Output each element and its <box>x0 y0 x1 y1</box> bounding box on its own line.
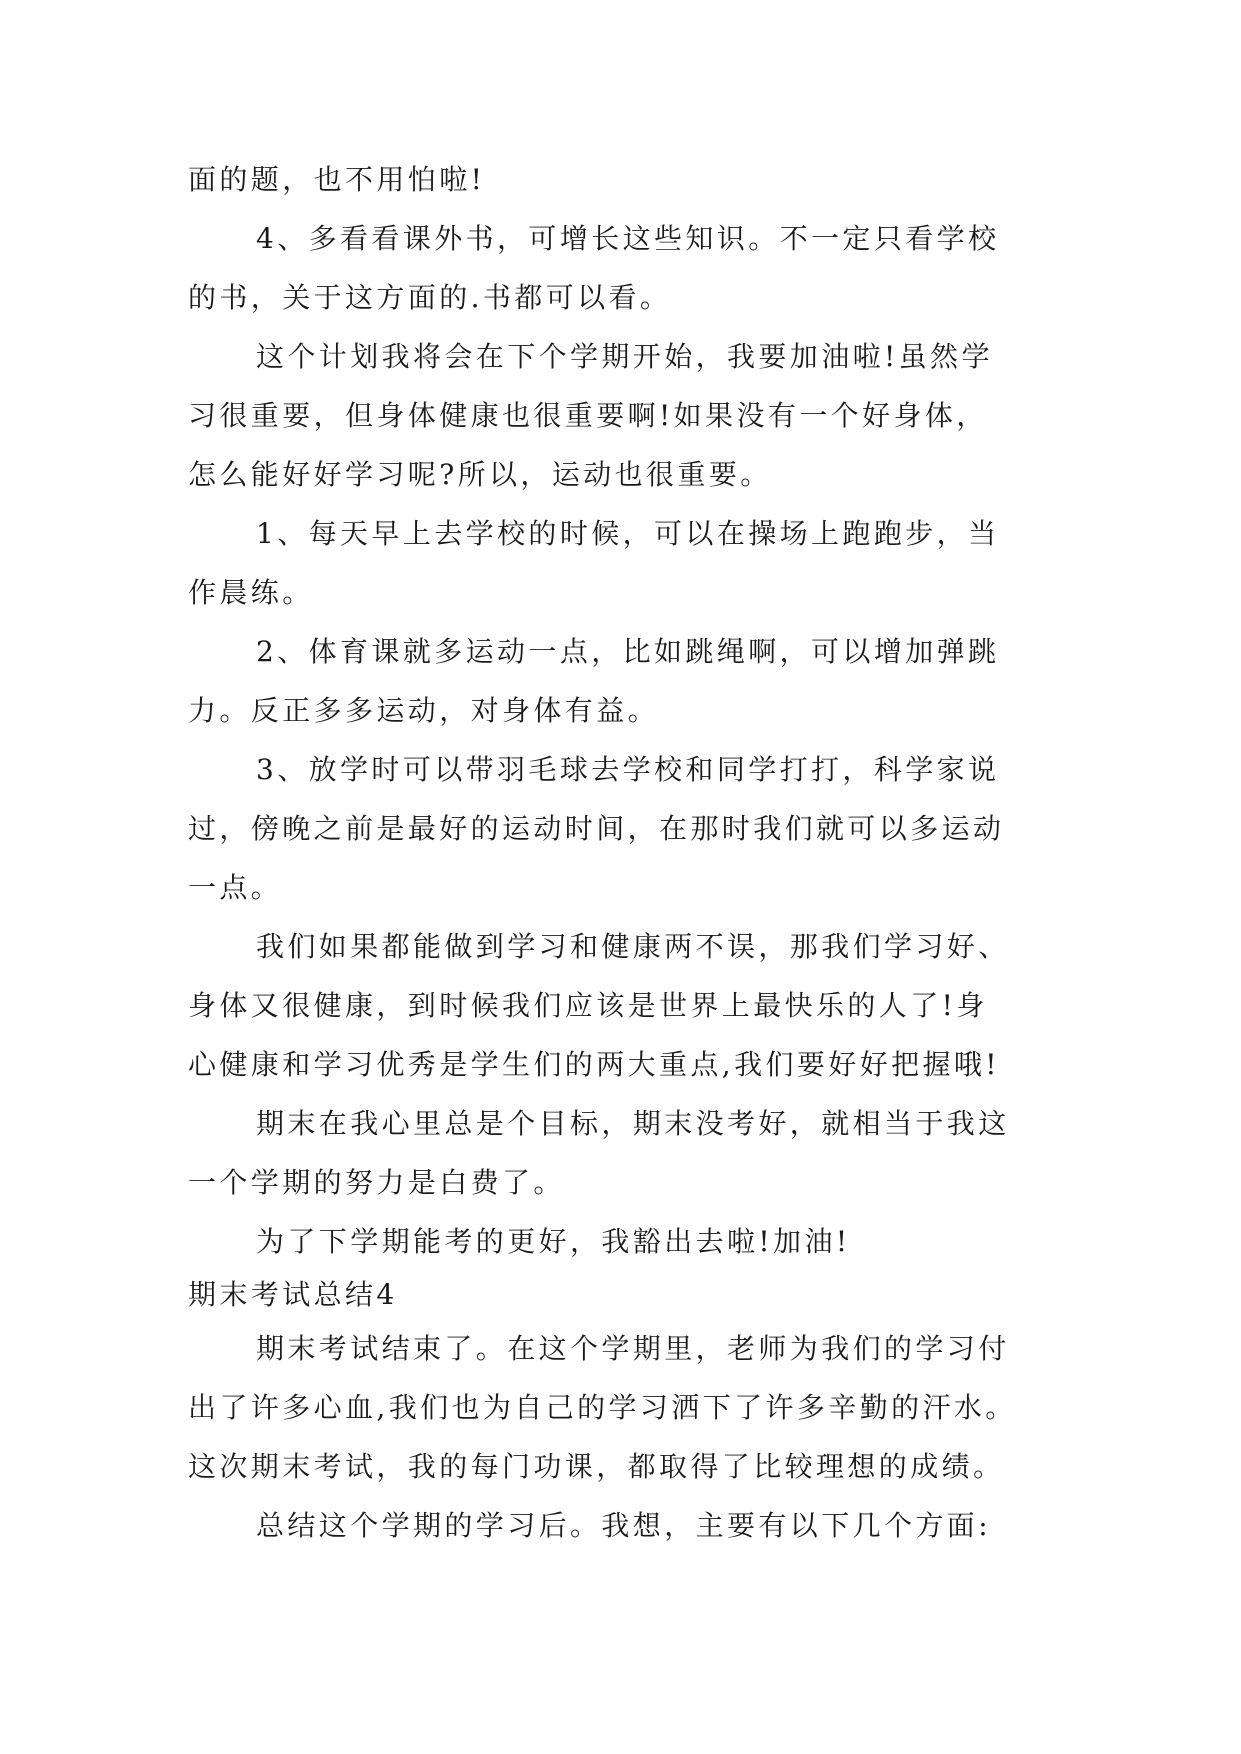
paragraph-line: 期末在我心里总是个目标，期末没考好，就相当于我这 <box>256 1107 1010 1140</box>
document-body <box>188 150 1068 1555</box>
paragraph-line: 身体又很健康，到时候我们应该是世界上最快乐的人了!身 <box>188 989 988 1022</box>
paragraph-line: 3、放学时可以带羽毛球去学校和同学打打，科学家说 <box>256 753 1000 786</box>
section-heading: 期末考试总结4 <box>188 1278 398 1311</box>
paragraph-line: 习很重要，但身体健康也很重要啊!如果没有一个好身体， <box>188 399 988 432</box>
paragraph-line: 面的题，也不用怕啦! <box>188 163 486 196</box>
paragraph-line: 怎么能好好学习呢?所以，运动也很重要。 <box>188 458 772 491</box>
paragraph-line: 为了下学期能考的更好，我豁出去啦!加油! <box>256 1225 851 1258</box>
paragraph-line: 2、体育课就多运动一点，比如跳绳啊，可以增加弹跳 <box>256 635 1000 668</box>
paragraph-line: 我们如果都能做到学习和健康两不误，那我们学习好、 <box>256 930 1010 963</box>
paragraph-line: 期末考试结束了。在这个学期里，老师为我们的学习付 <box>256 1332 1010 1365</box>
paragraph-line: 过，傍晚之前是最好的运动时间，在那时我们就可以多运动 <box>188 812 1005 845</box>
paragraph-line: 的书，关于这方面的.书都可以看。 <box>188 281 672 314</box>
paragraph-line: 总结这个学期的学习后。我想，主要有以下几个方面: <box>256 1509 992 1542</box>
paragraph-line: 这个计划我将会在下个学期开始，我要加油啦!虽然学 <box>256 340 993 373</box>
paragraph-line: 力。反正多多运动，对身体有益。 <box>188 694 660 727</box>
paragraph-line: 一个学期的努力是白费了。 <box>188 1166 565 1199</box>
paragraph-line: 4、多看看课外书，可增长这些知识。不一定只看学校 <box>256 222 1000 255</box>
paragraph-line: 1、每天早上去学校的时候，可以在操场上跑跑步，当 <box>256 517 1000 550</box>
paragraph-line: 心健康和学习优秀是学生们的两大重点,我们要好好把握哦! <box>188 1048 1000 1081</box>
paragraph-line: 这次期末考试，我的每门功课，都取得了比较理想的成绩。 <box>188 1450 1005 1483</box>
paragraph-line: 作晨练。 <box>188 576 314 609</box>
paragraph-line: 一点。 <box>188 871 283 904</box>
paragraph-line: 出了许多心血,我们也为自己的学习洒下了许多辛勤的汗水。 <box>188 1391 1017 1424</box>
